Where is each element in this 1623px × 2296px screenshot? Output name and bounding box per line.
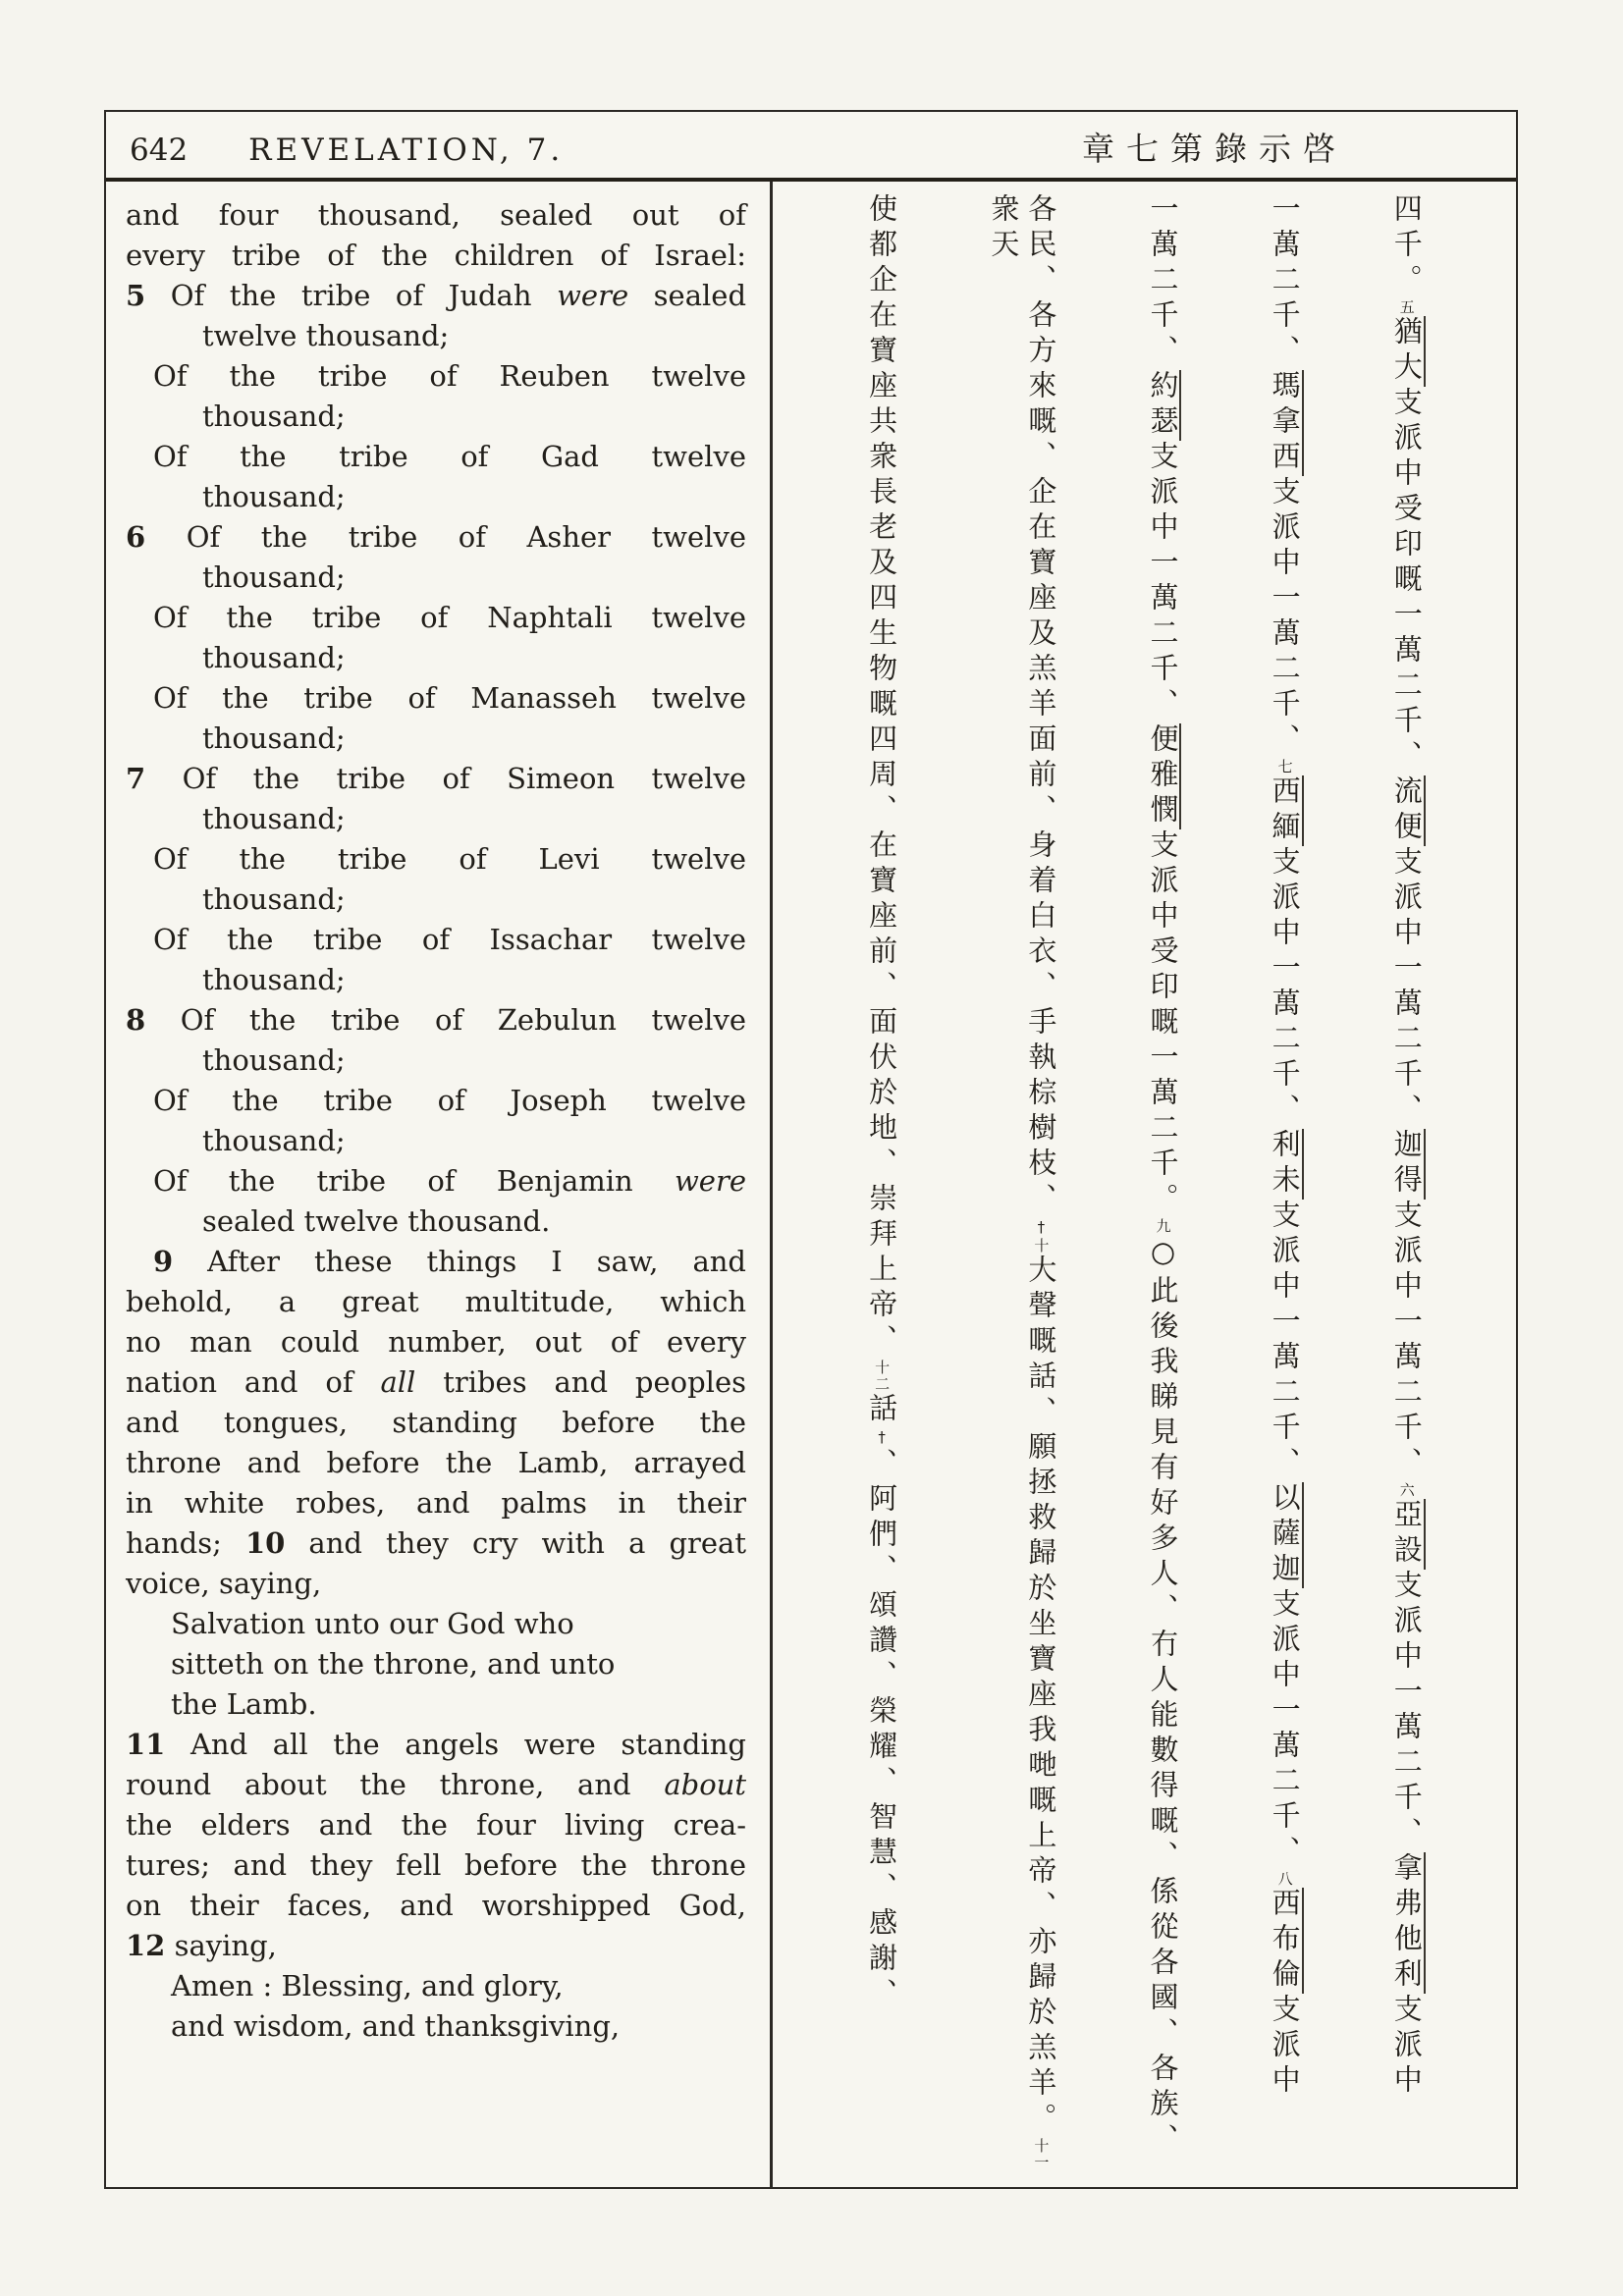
english-text-line: Salvation unto our God who — [171, 1607, 574, 1640]
english-text-line: thousand; — [202, 721, 346, 755]
english-text-line: in white robes, and palms in their — [126, 1486, 746, 1520]
english-text-line: thousand; — [202, 1043, 346, 1077]
english-text-line: thousand; — [202, 400, 346, 433]
chinese-vertical-column: 四千。五猶大支派中受印嘅一萬二千、流便支派中一萬二千、迦得支派中一萬二千、六亞設支派中一萬二千、拿弗他利支派中 — [1389, 193, 1424, 2100]
english-text-line: thousand; — [202, 963, 346, 996]
english-text-line: twelve thousand; — [202, 319, 450, 352]
english-text-column — [106, 182, 770, 2187]
english-text-line: no man could number, out of every — [126, 1325, 746, 1359]
english-text-line: the Lamb. — [171, 1687, 317, 1721]
page-frame — [104, 110, 1518, 2189]
book-title-chinese: 章七第錄示啓 — [1082, 130, 1347, 168]
english-text-line: round about the throne, and about — [126, 1768, 746, 1801]
english-text-line: 6 Of the tribe of Asher twelve — [126, 520, 746, 554]
english-text-line: Of the tribe of Benjamin were — [153, 1164, 746, 1198]
english-text-line: throne and before the Lamb, arrayed — [126, 1446, 746, 1479]
english-text-line: on their faces, and worshipped God, — [126, 1889, 746, 1922]
english-text-line: thousand; — [202, 1124, 346, 1157]
english-text-line: tures; and they fell before the throne — [126, 1848, 746, 1882]
book-title-english: REVELATION, 7. — [248, 133, 565, 168]
english-text-line: sealed twelve thousand. — [202, 1204, 551, 1238]
english-text-line: thousand; — [202, 802, 346, 835]
english-text-line: Of the tribe of Levi twelve — [153, 842, 746, 876]
english-text-line: sitteth on the throne, and unto — [171, 1647, 616, 1681]
english-text-line: Of the tribe of Manasseh twelve — [153, 681, 746, 715]
english-text-line: Of the tribe of Naphtali twelve — [153, 601, 746, 634]
english-text-line: Of the tribe of Reuben twelve — [153, 359, 746, 393]
english-text-line: hands; 10 and they cry with a great — [126, 1526, 746, 1560]
chinese-vertical-column: 使都企在寶座共衆長老及四生物嘅四周、在寶座前、面伏於地、崇拜上帝、十二話†、阿們、頌讚、榮耀、智慧、感謝、 — [865, 193, 899, 2013]
page-content — [106, 182, 1516, 2187]
english-text-line: 12 saying, — [126, 1929, 277, 1962]
english-text-line: thousand; — [202, 561, 346, 594]
english-text-line: thousand; — [202, 641, 346, 674]
english-text-line: Of the tribe of Joseph twelve — [153, 1084, 746, 1117]
english-text-line: 5 Of the tribe of Judah were sealed — [126, 279, 747, 312]
english-text-line: the elders and the four living crea- — [126, 1808, 746, 1842]
english-text-line: and wisdom, and thanksgiving, — [171, 2009, 621, 2043]
english-text-line: behold, a great multitude, which — [126, 1285, 746, 1318]
header-right — [1082, 124, 1494, 170]
english-text-line: 9 After these things I saw, and — [153, 1245, 746, 1278]
english-text-line: thousand; — [202, 480, 346, 513]
english-text-line: 8 Of the tribe of Zebulun twelve — [126, 1003, 746, 1037]
header-left — [130, 133, 564, 168]
english-text-line: Amen : Blessing, and glory, — [171, 1969, 564, 2002]
chinese-vertical-column: 各民、各方來嘅、企在寶座及羔羊面前、身着白衣、手執棕樹枝、†十大聲嘅話、願拯救歸於坐寶座我哋嘅上帝、亦歸於羔羊。十一衆天 — [987, 193, 1058, 2171]
english-text-line: voice, saying, — [126, 1567, 322, 1600]
chinese-vertical-column: 一萬二千、約瑟支派中一萬二千、便雅憫支派中受印嘅一萬二千。九○此後我睇見有好多人、冇人能數得嘅、係從各國、各族、 — [1146, 193, 1180, 2159]
english-text-line: and tongues, standing before the — [126, 1406, 746, 1439]
running-header — [106, 112, 1516, 178]
english-text-line: Of the tribe of Issachar twelve — [153, 923, 746, 956]
english-text-line: Of the tribe of Gad twelve — [153, 440, 746, 473]
chinese-vertical-column: 一萬二千、瑪拿西支派中一萬二千、七西緬支派中一萬二千、利未支派中一萬二千、以薩迦支派中一萬二千、八西布倫支派中 — [1268, 193, 1302, 2100]
english-text-line: thousand; — [202, 882, 346, 916]
english-text-line: 7 Of the tribe of Simeon twelve — [126, 762, 746, 795]
english-text-line: 11 And all the angels were standing — [126, 1728, 746, 1761]
chinese-text-area — [773, 182, 1516, 2187]
english-text-line: nation and of all tribes and peoples — [126, 1365, 746, 1399]
english-text-line: and four thousand, sealed out of — [126, 198, 746, 232]
page-number: 642 — [130, 133, 189, 168]
english-text-line: every tribe of the children of Israel: — [126, 239, 746, 272]
